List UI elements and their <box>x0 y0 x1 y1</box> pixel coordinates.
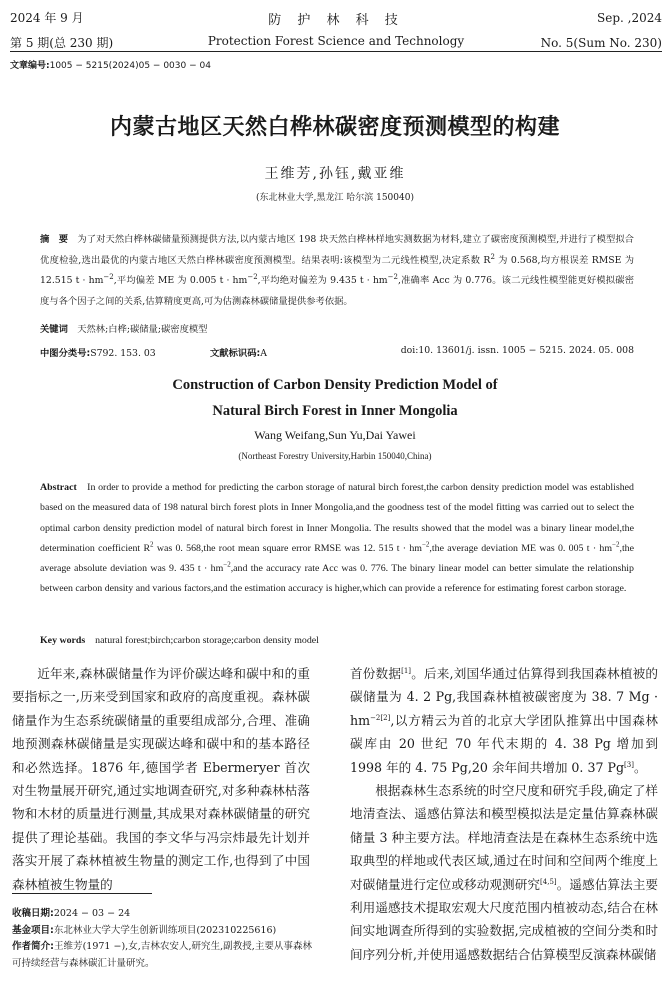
document-code: A <box>260 348 267 359</box>
footnote-rule <box>12 893 152 894</box>
affiliation-cn: (东北林业大学,黑龙江 哈尔滨 150040) <box>256 193 414 203</box>
keywords-cn-label: 关键词 <box>40 324 68 335</box>
body-column-left <box>12 662 310 896</box>
footnote-author: 作者简介:王维芳(1971 −),女,吉林农安人,研究生,副教授,主要从事森林可持续经营与森林碳汇计量研究。 <box>12 941 312 969</box>
running-header-top <box>10 9 662 26</box>
classification-code: S792. 153. 03 <box>90 348 156 359</box>
article-number-label: 文章编号: <box>10 61 50 71</box>
doi: doi:10. 13601/j. issn. 1005 − 5215. 2024. 05. 008 <box>400 345 634 356</box>
footnote-fund: 基金项目:东北林业大学大学生创新训练项目(202310225616) <box>12 924 277 936</box>
header-issue-cn: 第 5 期(总 230 期) <box>10 36 114 50</box>
keywords-en: Key words natural forest;birch;carbon storage;carbon density model <box>40 635 319 646</box>
title-en: Construction of Carbon Density Prediction Model of Natural Birch Forest in Inner Mongolia <box>172 377 498 419</box>
classification-line: 中图分类号:S792. 153. 03 文献标识码:A doi:10. 13601/j. issn. 1005 − 5215. 2024. 05. 008 <box>40 345 634 359</box>
footnotes <box>12 906 312 972</box>
title-cn: 内蒙古地区天然白桦林碳密度预测模型的构建 <box>109 115 560 140</box>
abstract-en-label: Abstract <box>40 482 77 493</box>
paragraph: 首份数据[1]。后来,刘国华通过估算得到我国森林植被的碳储量为 4. 2 Pg,我国森林植被碳密度为 38. 7 $Mg \cdot hm^{-2[2]}$,以方精云为首的北京大学团队推算出中国森林碳库由 20 世纪 70 年代末期的 4. 38 Pg 增加到 1998 年的 4. 75 Pg,20 余年间共增加 0. 37 Pg[3]。 <box>350 666 658 775</box>
running-header-bottom <box>10 34 662 51</box>
authors-cn: 王维芳,孙钰,戴亚维 <box>264 166 406 182</box>
header-rule <box>10 51 662 52</box>
article-number <box>10 58 211 71</box>
header-journal-en: Protection Forest Science and Technology <box>207 34 465 48</box>
header-journal-cn: 防 护 林 科 技 <box>268 13 404 28</box>
header-issue-en: No. 5(Sum No. 230) <box>540 36 662 50</box>
abstract-cn: 摘 要 为了对天然白桦林碳储量预测提供方法,以内蒙古地区 198 块天然白桦林样地实测数据为材料,建立了碳密度预测模型,并进行了模型拟合优度检验,选出最优的内蒙古地区天然白桦林碳密度预测模型。结果表明:该模型为二元线性模型,决定系数 $R^2$ 为 0.568,均方根误差 RMSE 为 12.515 $t \cdot hm^{-2}$,平均偏差 ME 为 0.005 $t \cdot hm^{-2}$,平均绝对偏差为 9.435 $t \cdot hm^{-2}$,准确率 Acc 为 0.776。该二元线性模型能更好模拟碳密度与各个因子之间的关系,估算精度更高,可为估测森林碳储量提供参考依据。 <box>40 234 634 307</box>
article-number-value: 1005 − 5215(2024)05 − 0030 − 04 <box>49 61 211 71</box>
abstract-en: Abstract In order to provide a method for predicting the carbon storage of natural birch forest,the carbon density prediction model was established based on the measured data of 198 natural birch forest plots in Inner Mongolia,and the goodness test of the model fitting was carried out to select the optimal carbon density prediction model of natural birch forest in Inner Mongolia. The results showed that the model was a binary linear model,the determination coefficient $R^2$ was 0. 568,the root mean square error RMSE was 12. 515 $t \cdot hm^{-2},the$ average deviation ME was 0. 005 $t \cdot hm^{-2},the$ average absolute deviation was 9. 435 $t \cdot hm^{-2},and$ the accuracy rate Acc was 0. 776. The binary linear model can better simulate the relationship between carbon density and various factors,and the estimation accuracy is higher,which can provide a reference for estimating forest carbon storage. <box>40 482 635 595</box>
header-date-cn: 2024 年 9 月 <box>10 11 84 25</box>
authors-en: Wang Weifang,Sun Yu,Dai Yawei <box>254 428 416 442</box>
header-date-en: Sep. ,2024 <box>597 11 662 25</box>
keywords-cn: 关键词 天然林;白桦;碳储量;碳密度模型 <box>40 324 208 335</box>
body-column-right <box>350 662 658 966</box>
paragraph: 近年来,森林碳储量作为评价碳达峰和碳中和的重要指标之一,历来受到国家和政府的高度重视。森林碳储量作为生态系统碳储量的重要组成部分,合理、准确地预测森林碳储量是实现碳达峰和碳中和的基本路径和必然选择。1876 年,德国学者 Ebermeryer 首次对生物量展开研究,通过实地调查研究,对多种森林枯落物和木材的质量进行测量,其成果对森林碳储量的研究提供了理论基础。我国的李文华与冯宗炜最先计划并落实开展了森林植被生物量的测定工作,也得到了中国森林植被生物量的 <box>12 666 310 892</box>
keywords-en-label: Key words <box>40 635 86 646</box>
paragraph: 根据森林生态系统的时空尺度和研究手段,确定了样地清查法、遥感估算法和模型模拟法是定量估算森林碳储量 3 种主要方法。样地清查法是在森林生态系统中选取典型的样地或代表区域,通过在时间和空间两个维度上对碳储量进行定位或移动观测研究[4,5]。遥感估算法主要利用遥感技术提取宏观大尺度范围内植被动态,结合在林间实地调查所得到的实验数据,完成植被的空间分类和时间序列分析,并使用遥感数据结合估算模型反演森林碳储 <box>350 783 659 962</box>
abstract-cn-label: 摘 要 <box>40 234 69 245</box>
footnote-received: 收稿日期:2024 − 03 − 24 <box>12 908 131 919</box>
affiliation-en: (Northeast Forestry University,Harbin 150040,China) <box>238 451 432 461</box>
